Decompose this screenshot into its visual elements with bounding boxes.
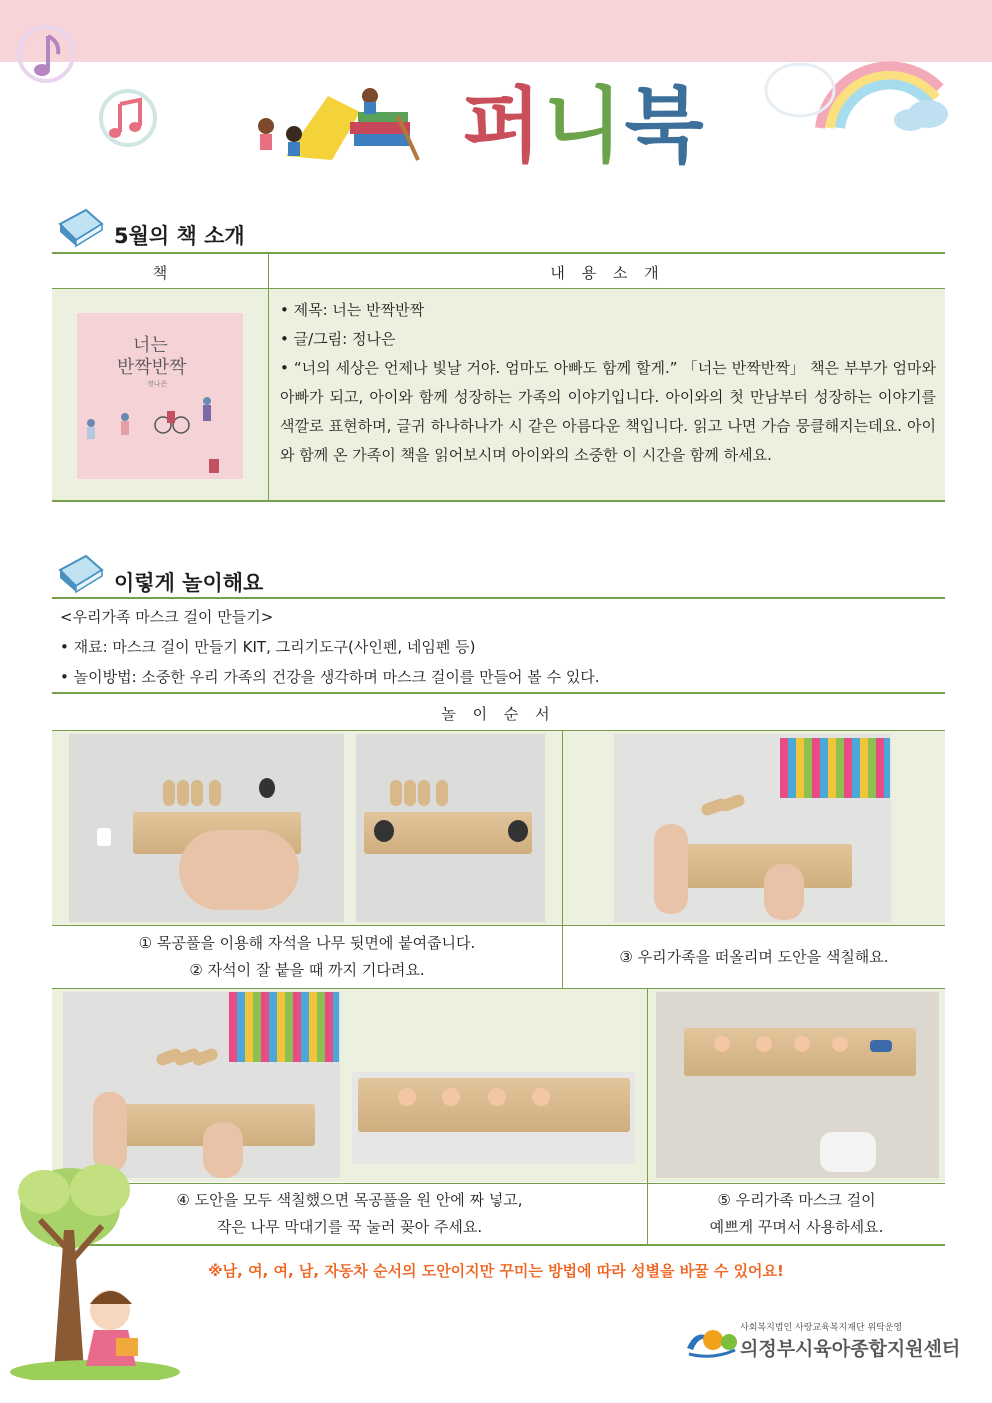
step1-photo [69,734,344,922]
section-rule [52,597,945,599]
divider [268,253,269,501]
book-info-title: • 제목: 너는 반짝반짝 [280,301,425,319]
book-cover-image [77,313,243,479]
book-icon [56,206,106,248]
book-cover-title: 너는 [133,335,168,356]
step4-photo [63,992,340,1178]
rainbow-cloud-icon [760,28,950,148]
book-cover-illustration [77,383,243,479]
step4-caption: ④ 도안을 모두 색칠했으면 목공풀을 원 안에 짜 넣고, [176,1191,523,1209]
order-header: 놀 이 순 서 [441,705,556,723]
step4-caption: 작은 나무 막대기를 꾹 눌러 꽂아 주세요. [216,1218,483,1236]
title-part: 퍼 [462,79,544,174]
step5-caption: 예쁘게 꾸며서 사용하세요. [709,1218,884,1236]
divider [52,925,945,926]
step3-caption: ③ 우리가족을 떠올리며 도안을 색칠해요. [619,948,889,966]
title-part: 북 [624,79,706,174]
activity-materials: • 재료: 마스크 걸이 만들기 KIT, 그리기도구(사인펜, 네임펜 등) [60,638,476,656]
page-title [462,79,706,174]
section-heading: 5월의 책 소개 [114,224,245,248]
step5-photo [656,992,939,1178]
step4-result-photo [352,1072,635,1164]
org-name: 의정부시육아종합지원센터 [740,1338,961,1360]
book-cover-author: 정나은 [147,380,168,388]
step2-caption: ② 자석이 잘 붙을 때 까지 기다려요. [189,961,425,979]
step5-caption: ⑤ 우리가족 마스크 걸이 [717,1191,876,1209]
table-top-border [52,252,945,254]
org-logo-icon [683,1320,739,1360]
book-cover-title: 반짝반짝 [117,357,187,378]
section-heading: 이렇게 놀이해요 [114,571,264,595]
book-description: • “너의 세상은 언제나 빛날 거야. 엄마도 아빠도 함께 할게.” 「너는 반짝반짝」 책은 부부가 엄마와 아빠가 되고, 아이와 함께 성장하는 가족의 이야기입니다. 아이와의 첫 만남부터 성장하는 이야기를 색깔로 표현하며, 글귀 하나하나가 시 같은 아름다운 책입니다. 읽고 나면 가슴 뭉클해지는데요. 아이와 함께 온 가족이 책을 읽어보시며 아이와의 소중한 이 시간을 함께 하세요. [280,359,936,464]
notice-text: ※남, 여, 여, 남, 자동차 순서의 도안이지만 꾸미는 방법에 따라 성별을 바꿀 수 있어요! [208,1262,784,1280]
book-icon [56,552,106,594]
tree-girl-illustration [10,1160,180,1380]
activity-method: • 놀이방법: 소중한 우리 가족의 건강을 생각하며 마스크 걸이를 만들어 볼 수 있다. [60,668,600,686]
step1-caption: ① 목공풀을 이용해 자석을 나무 뒷면에 붙여줍니다. [138,934,476,952]
table-bottom-border [52,1244,945,1246]
step3-photo [614,734,891,922]
divider [52,1183,945,1184]
book-info-author: • 글/그림: 정나은 [280,330,396,348]
music-note-icon [14,20,74,90]
org-operator: 사회복지법인 사랑교육복지재단 위탁운영 [740,1323,903,1333]
music-note-icon [98,86,158,150]
activity-title: <우리가족 마스크 걸이 만들기> [60,608,274,626]
kids-books-illustration [248,86,433,166]
title-part: 니 [543,79,625,174]
table-bottom-border [52,500,945,502]
step2-photo [356,734,545,922]
column-header-book: 책 [152,264,168,282]
column-header-intro: 내 용 소 개 [550,264,665,282]
table-top-border [52,692,945,694]
